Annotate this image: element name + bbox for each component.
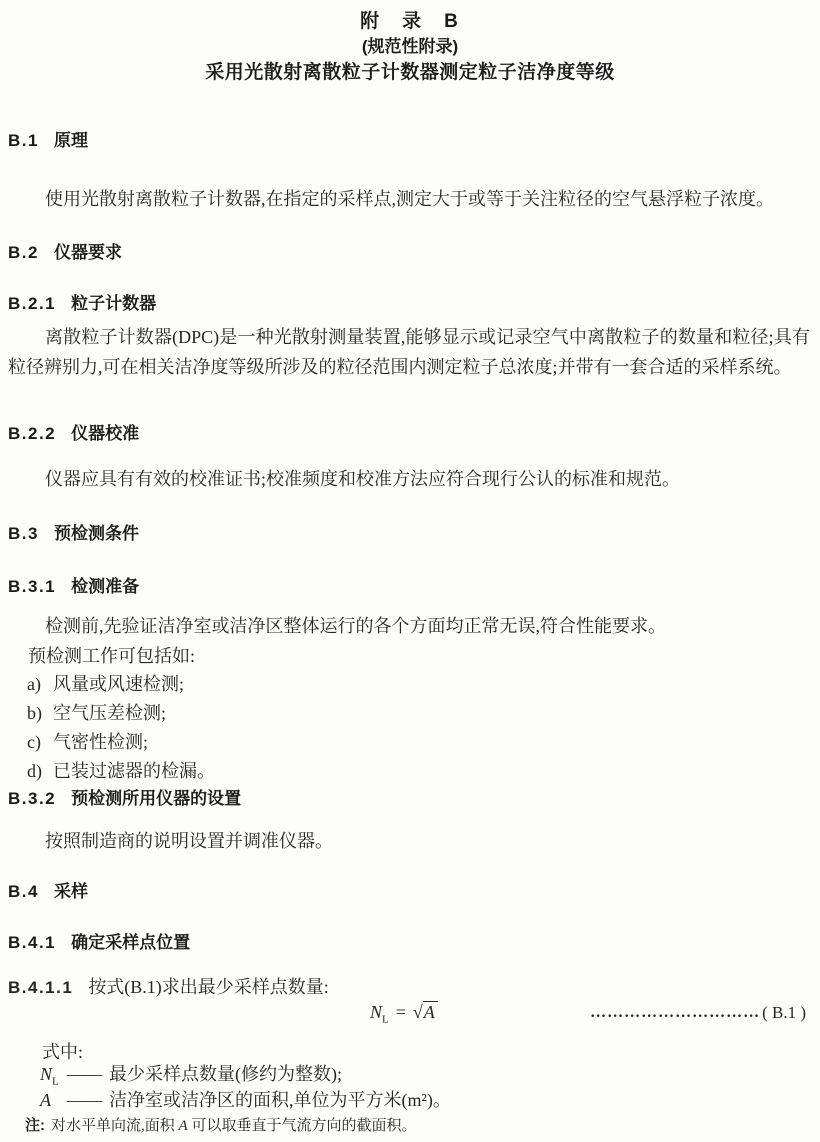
section-heading-b21 [8,294,810,314]
formula-variable: N [370,1002,383,1022]
paragraph-b31-line2: 预检测工作可包括如: [28,646,196,666]
definition-text: 最少采样点数量(修约为整数); [109,1064,342,1084]
section-heading-b22 [8,424,810,444]
section-title: 仪器要求 [53,243,122,262]
section-title: 确定采样点位置 [71,933,191,952]
definition-dash: —— [67,1064,101,1084]
equation-b1 [0,1002,820,1032]
equation-number: ( B.1 ) [762,1003,806,1022]
section-heading-b31 [8,577,810,597]
paragraph-b32: 按照制造商的说明设置并调准仪器。 [45,831,333,851]
definition-a [40,1088,451,1120]
section-number: B.4 [8,882,39,901]
note-variable: A [178,1118,188,1134]
list-item-a [27,672,184,696]
section-number: B.3.2 [8,789,57,808]
sqrt-radical-icon: √ [412,1002,423,1022]
definition-dash: —— [67,1090,101,1110]
section-heading-b1 [8,131,810,151]
section-heading-b2 [8,243,810,263]
dotted-leader: ………………………… [590,1004,761,1021]
list-text: 风量或风速检测; [53,674,185,694]
sqrt-radicand: A [423,1001,438,1022]
formula-subscript: L [382,1013,389,1026]
formula-expression [370,1002,438,1026]
note [25,1116,810,1136]
equation-leader-group [590,1002,806,1023]
section-number: B.3.1 [8,577,57,596]
list-item-d [27,759,215,783]
where-label: 式中: [42,1042,84,1062]
list-item-c [27,730,148,754]
section-heading-b3 [8,524,810,544]
section-number: B.1 [8,131,39,150]
paragraph-b1: 使用光散射离散粒子计数器,在指定的采样点,测定大于或等于关注粒径的空气悬浮粒子浓度。 [45,189,774,209]
paragraph-b21: 离散粒子计数器(DPC)是一种光散射测量装置,能够显示或记录空气中离散粒子的数量和粒径;具有粒径辨别力,可在相关洁净度等级所涉及的粒径范围内测定粒子总浓度;并带有一套合适的采样系统。 [8,327,810,377]
section-title: 检测准备 [71,577,140,596]
section-number: B.3 [8,524,39,543]
appendix-subject: 采用光散射离散粒子计数器测定粒子洁净度等级 [205,62,615,83]
section-title: 预检测所用仪器的设置 [71,789,242,808]
section-number: B.2.1 [8,294,57,313]
section-heading-b4 [8,882,810,902]
section-lead-b411 [8,976,810,999]
list-text: 已装过滤器的检漏。 [53,761,215,781]
note-label: 注: [25,1117,45,1134]
section-title: 仪器校准 [71,424,140,443]
appendix-label: 附 录 B [360,11,460,32]
section-lead-text: 按式(B.1)求出最少采样点数量: [88,977,329,997]
equals-sign: = [395,1002,406,1022]
list-text: 气密性检测; [53,732,149,752]
section-heading-b41 [8,933,810,953]
list-marker: d) [27,761,42,781]
section-number: B.4.1.1 [8,978,74,997]
symbol-var: N [40,1064,53,1084]
paragraph-b31-line1: 检测前,先验证洁净室或洁净区整体运行的各个方面均正常无误,符合性能要求。 [45,616,666,636]
paragraph-b22: 仪器应具有有效的校准证书;校准频度和校准方法应符合现行公认的标准和规范。 [45,469,680,489]
definition-symbol [40,1088,67,1120]
list-text: 空气压差检测; [53,703,167,723]
section-number: B.4.1 [8,933,57,952]
list-marker: c) [27,732,41,752]
section-title: 原理 [53,131,88,150]
section-title: 粒子计数器 [71,294,157,313]
section-heading-b32 [8,789,810,809]
note-text-pre: 对水平单向流,面积 [51,1118,179,1134]
list-item-b [27,701,166,725]
section-title: 预检测条件 [53,524,139,543]
appendix-type: (规范性附录) [361,37,459,56]
list-marker: a) [27,674,41,694]
symbol-sub: L [52,1075,59,1088]
section-title: 采样 [53,882,88,901]
list-marker: b) [27,703,42,723]
symbol-var: A [40,1090,51,1110]
section-number: B.2 [8,243,39,262]
definition-text: 洁净室或洁净区的面积,单位为平方米(m²)。 [109,1090,451,1110]
note-text-post: 可以取垂直于气流方向的截面积。 [187,1118,417,1134]
section-number: B.2.2 [8,424,57,443]
